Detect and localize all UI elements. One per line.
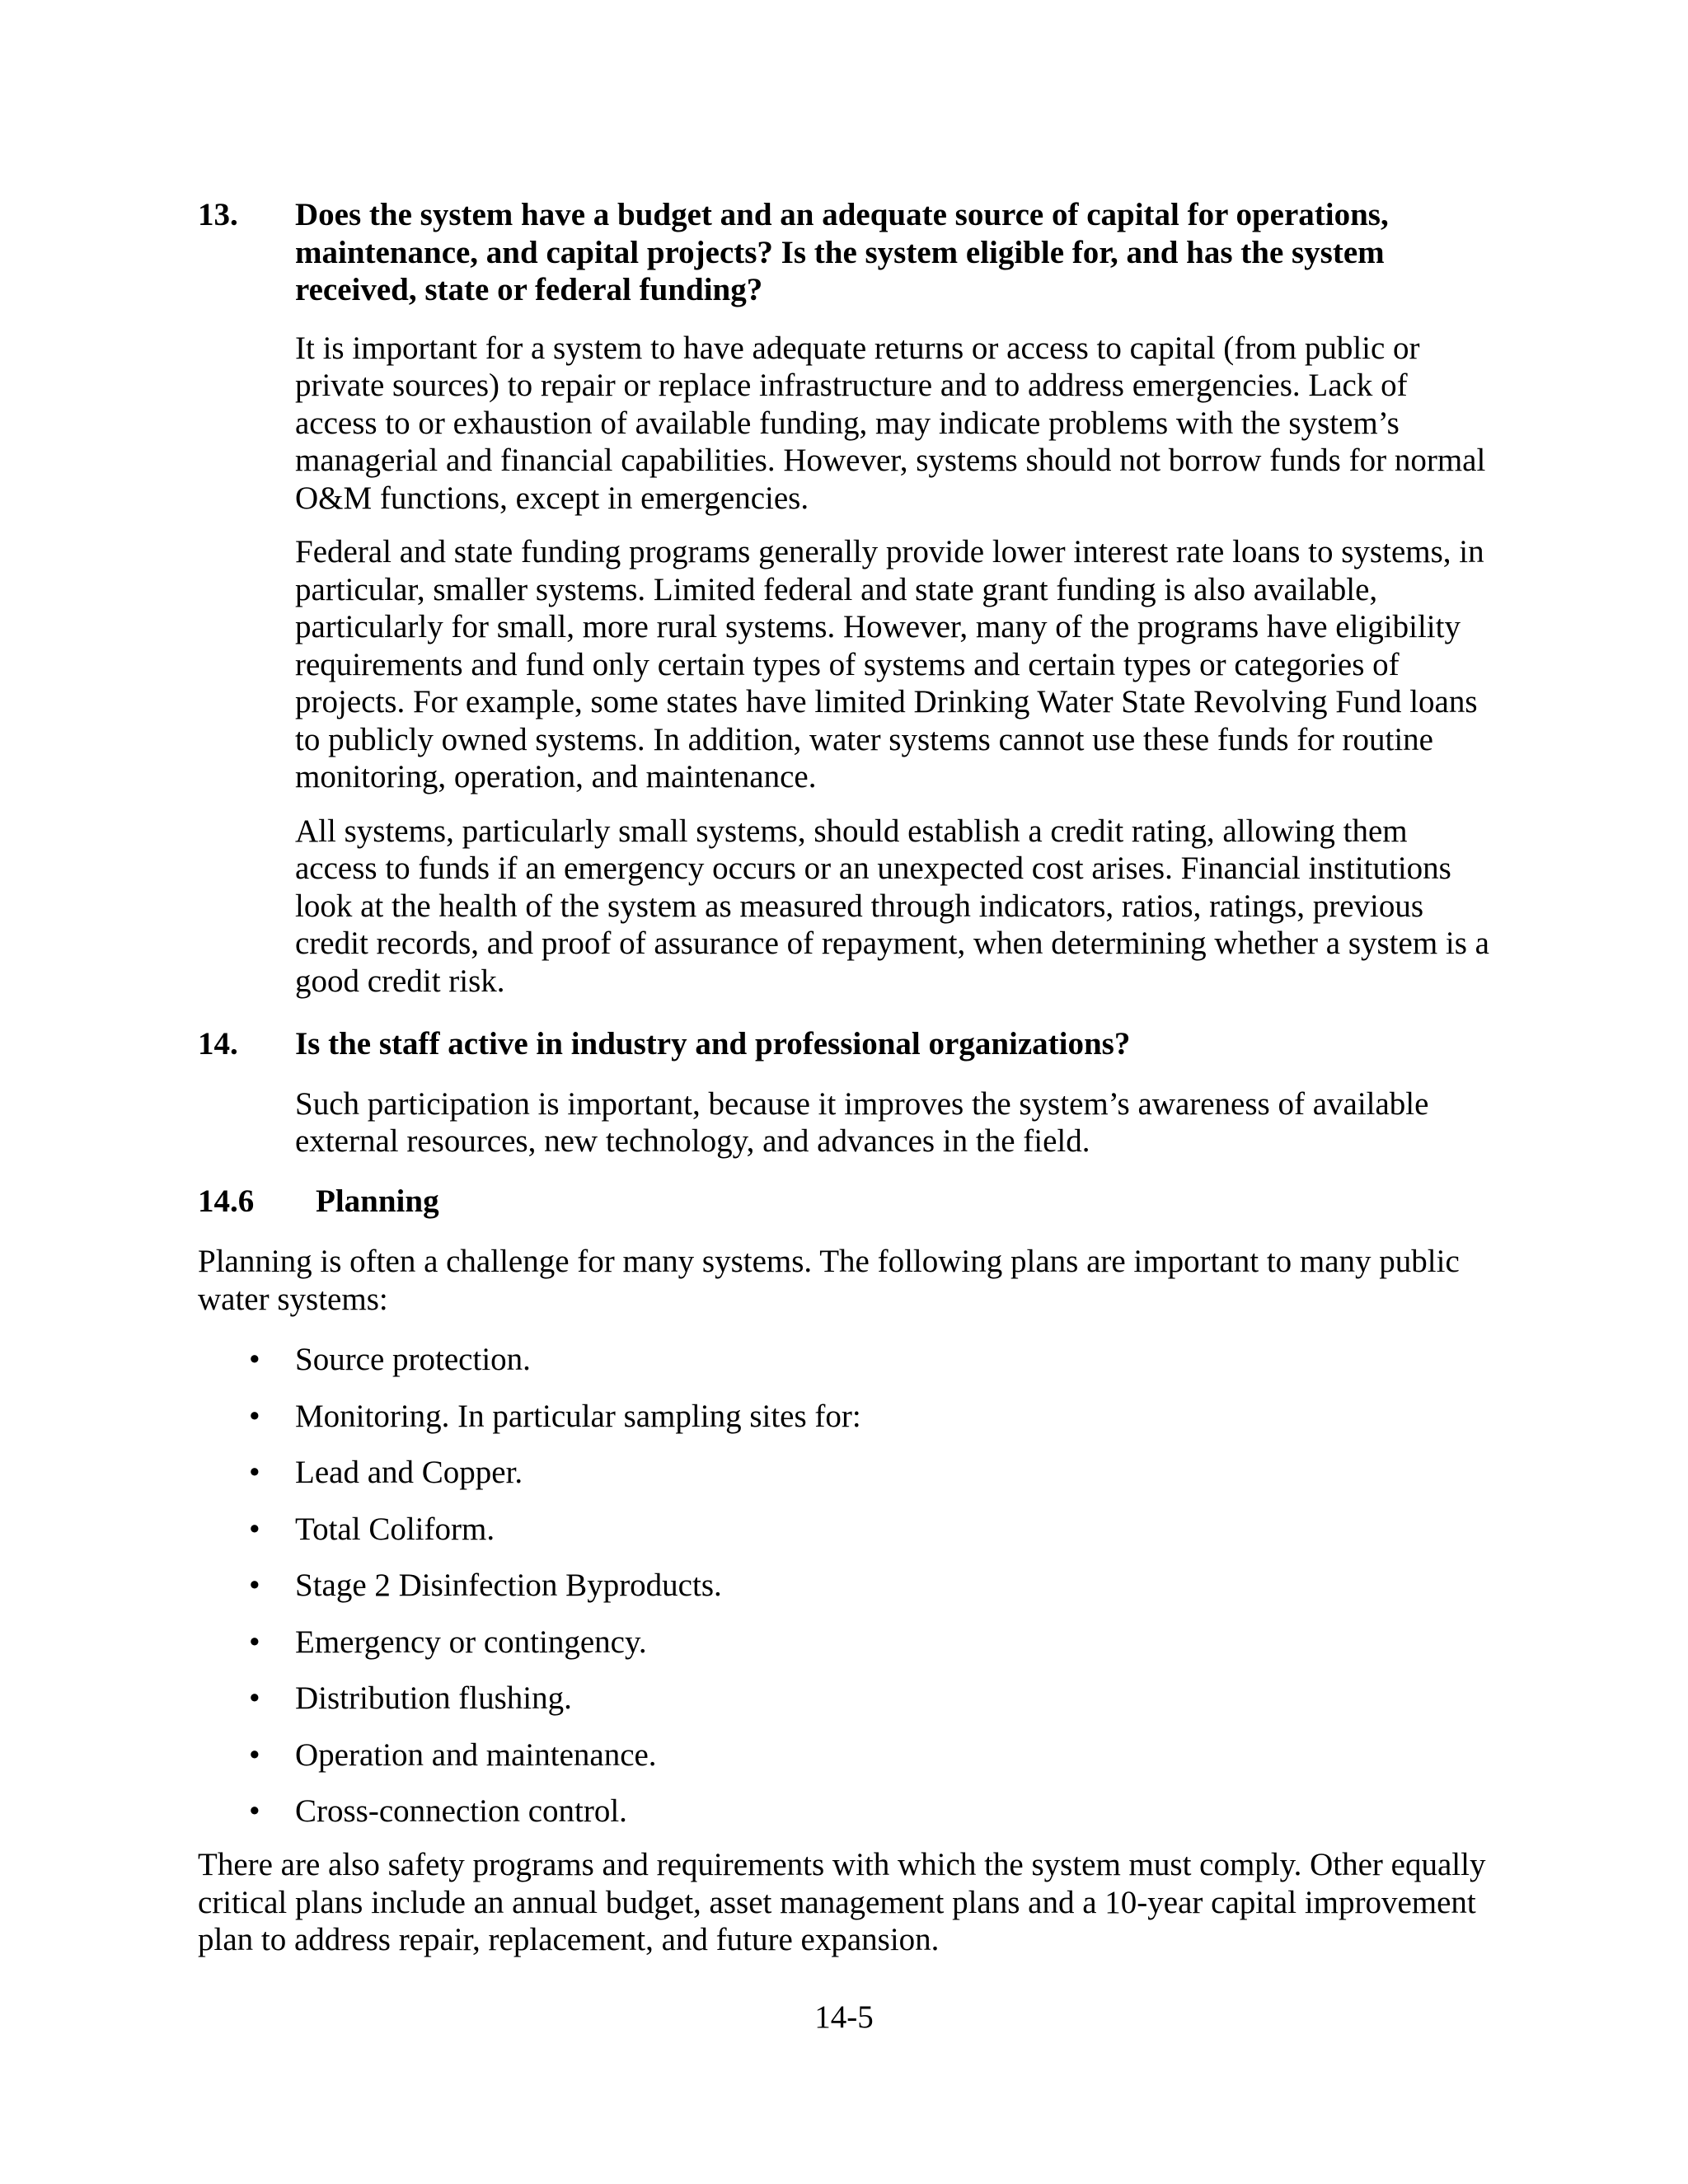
list-item: • Total Coliform. xyxy=(249,1511,495,1547)
question-number: 14. xyxy=(198,1026,238,1062)
list-item: • Cross-connection control. xyxy=(249,1793,627,1829)
bullet-icon: • xyxy=(249,1342,260,1377)
paragraph: Such participation is important, because it improves the system’s awareness of available external resources, new technology, and advances in the field. xyxy=(295,1085,1429,1159)
bullet-icon: • xyxy=(249,1793,260,1829)
bullet-icon: • xyxy=(249,1680,260,1716)
list-item: • Stage 2 Disinfection Byproducts. xyxy=(249,1568,722,1603)
question-number: 13. xyxy=(198,197,238,232)
section-heading xyxy=(198,1183,439,1221)
paragraph: It is important for a system to have adequate returns or access to capital (from public or private sources) to repair or replace infrastructure and to address emergencies. Lack of access to or exhaustion of available funding, may indicate problems with the system’s managerial and financial capabilities. However, systems should not borrow funds for normal O&M functions, except in emergencies. xyxy=(295,330,1486,516)
paragraph: Federal and state funding programs generally provide lower interest rate loans to systems, in particular, smaller systems. Limited federal and state grant funding is also available, particularly for small, more rural systems. However, many of the programs have eligibility requirements and fund only certain types of systems and certain types or categories of projects. For example, some states have limited Drinking Water State Revolving Fund loans to publicly owned systems. In addition, water systems cannot use these funds for routine monitoring, operation, and maintenance. xyxy=(295,534,1484,794)
page-number: 14-5 xyxy=(814,1999,874,2035)
closing-paragraph: There are also safety programs and requirements with which the system must comply. Other equally critical plans include an annual budget, asset management plans and a 10-year capital improvement plan to address repair, replacement, and future expansion. xyxy=(198,1847,1486,1957)
question-title: Does the system have a budget and an adequate source of capital for operations, maintenance, and capital projects? Is the system eligible for, and has the system received, state or federal funding? xyxy=(295,197,1389,307)
question-13 xyxy=(198,196,1492,1016)
bullet-icon: • xyxy=(249,1455,260,1490)
section-number: 14.6 xyxy=(198,1183,255,1219)
list-item: • Operation and maintenance. xyxy=(249,1736,657,1773)
bullet-icon: • xyxy=(249,1511,260,1547)
bullet-icon: • xyxy=(249,1568,260,1603)
list-item: • Source protection. xyxy=(249,1342,531,1377)
list-item: • Distribution flushing. xyxy=(249,1680,572,1716)
list-item: • Emergency or contingency. xyxy=(249,1624,647,1660)
question-14 xyxy=(198,1025,1492,1177)
list-item: • Monitoring. In particular sampling sites for: xyxy=(249,1398,861,1434)
bullet-icon: • xyxy=(249,1624,260,1660)
question-title: Is the staff active in industry and professional organizations? xyxy=(295,1026,1131,1062)
plans-list xyxy=(198,1341,1434,1849)
bullet-icon: • xyxy=(249,1398,260,1434)
paragraph: All systems, particularly small systems, should establish a credit rating, allowing them access to funds if an emergency occurs or an unexpected cost arises. Financial institutions look at the health of the system as measured through indicators, ratios, ratings, previous credit records, and proof of assurance of repayment, when determining whether a system is a good credit risk. xyxy=(295,813,1489,999)
bullet-icon: • xyxy=(249,1736,260,1773)
section-title: Planning xyxy=(316,1183,439,1219)
section-intro: Planning is often a challenge for many systems. The following plans are important to many public water systems: xyxy=(198,1244,1460,1317)
list-item: • Lead and Copper. xyxy=(249,1455,523,1490)
